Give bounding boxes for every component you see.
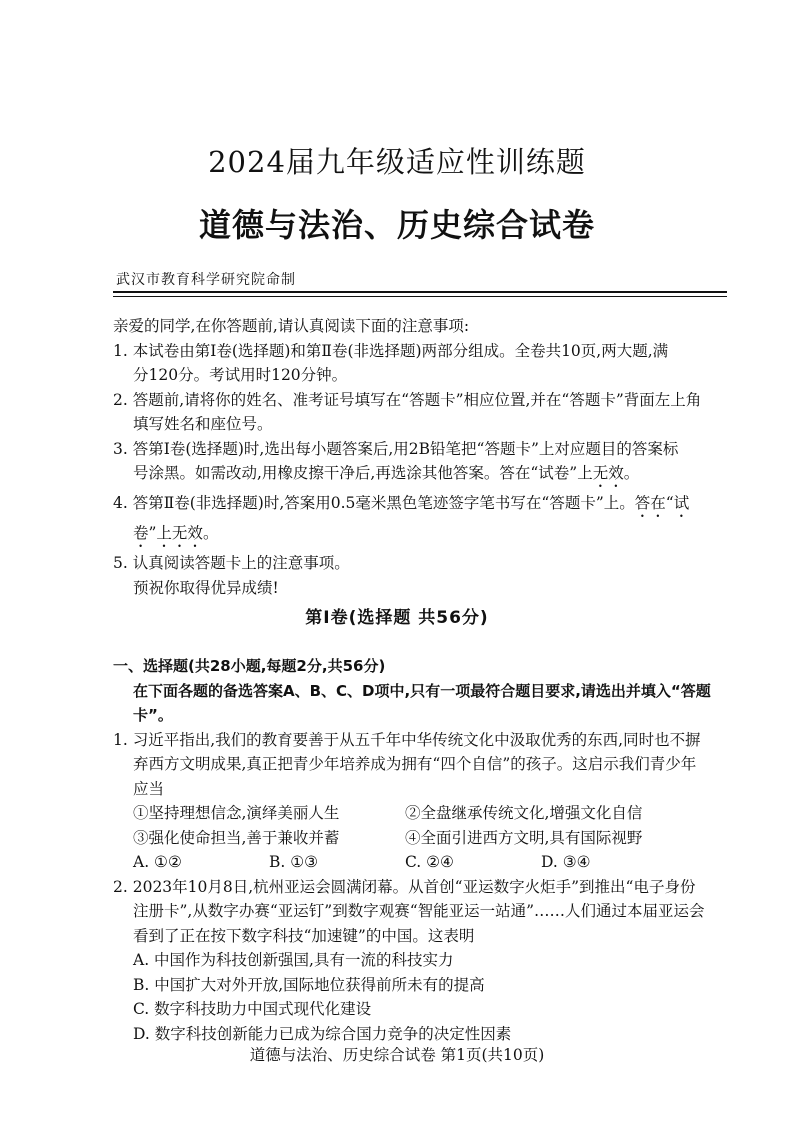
question-1 bbox=[113, 728, 733, 875]
notice-greeting: 亲爱的同学,在你答题前,请认真阅读下面的注意事项: bbox=[113, 317, 470, 335]
notice-item-3-line2 bbox=[113, 461, 728, 491]
notice-item-5: 5. 认真阅读答题卡上的注意事项。 bbox=[113, 554, 350, 572]
section-heading: 一、选择题(共28小题,每题2分,共56分) bbox=[113, 657, 386, 675]
subject-title: 道德与法治、历史综合试卷 bbox=[198, 206, 595, 244]
notice-item-2-line2: 填写姓名和座位号。 bbox=[133, 415, 273, 433]
question-1-options bbox=[113, 850, 733, 875]
option-c: C. ②④ bbox=[405, 853, 454, 871]
option-c: C. 数字科技助力中国式现代化建设 bbox=[133, 1000, 372, 1018]
notice-item-4-end: 。 bbox=[202, 524, 219, 542]
section-choice bbox=[113, 654, 733, 1046]
header-rule-thick bbox=[113, 291, 727, 293]
question-1-line2: 弃西方文明成果,真正把青少年培养成为拥有“四个自信”的孩子。这启示我们青少年 bbox=[133, 755, 697, 773]
question-1-statements-row1 bbox=[113, 801, 733, 826]
notice-item-4-text: 4. 答第Ⅱ卷(非选择题)时,答案用0.5毫米黑色笔迹签字笔书写在“答题卡”上。 bbox=[113, 494, 635, 512]
option-b: B. 中国扩大对外开放,国际地位获得前所未有的提高 bbox=[133, 975, 485, 994]
question-1-statements-row2 bbox=[113, 826, 733, 851]
emphasis-text: 答在“试 bbox=[634, 494, 690, 512]
option-a: A. ①② bbox=[133, 853, 182, 871]
statement-2: ②全盘继承传统文化,增强文化自信 bbox=[405, 804, 643, 822]
question-1-line3: 应当 bbox=[133, 779, 165, 798]
notice-item-4-line1 bbox=[113, 491, 728, 521]
notice-block bbox=[113, 314, 728, 600]
notice-item-3-end: 。 bbox=[623, 464, 640, 482]
notice-item-3-line1: 3. 答第Ⅰ卷(选择题)时,选出每小题答案后,用2B铅笔把“答题卡”上对应题目的答案标 bbox=[113, 439, 679, 458]
question-2-line2: 注册卡”,从数字办赛“亚运钉”到数字观赛“智能亚运一站通”……人们通过本届亚运会 bbox=[133, 902, 705, 920]
notice-item-3-text: 号涂黑。如需改动,用橡皮擦干净后,再选涂其他答案。答在“试卷”上 bbox=[133, 464, 593, 482]
statement-3: ③强化使命担当,善于兼收并蓄 bbox=[133, 828, 340, 847]
option-a: A. 中国作为科技创新强国,具有一流的科技实力 bbox=[133, 951, 454, 969]
exam-title: 2024届九年级适应性训练题 bbox=[208, 145, 586, 179]
question-1-line1: 1. 习近平指出,我们的教育要善于从五千年中华传统文化中汲取优秀的东西,同时也不摒 bbox=[113, 730, 701, 749]
organization: 武汉市教育科学研究院命制 bbox=[116, 272, 296, 288]
question-2-line3: 看到了正在按下数字科技“加速键”的中国。这表明 bbox=[133, 926, 475, 945]
emphasis-text: 卷”上无效 bbox=[133, 524, 203, 542]
notice-wish: 预祝你取得优异成绩! bbox=[133, 578, 279, 597]
header-rule-thin bbox=[113, 296, 727, 297]
option-d: D. 数字科技创新能力已成为综合国力竞争的决定性因素 bbox=[133, 1024, 512, 1043]
notice-item-2-line1: 2. 答题前,请将你的姓名、准考证号填写在“答题卡”相应位置,并在“答题卡”背面左上角 bbox=[113, 390, 702, 409]
statement-4: ④全面引进西方文明,具有国际视野 bbox=[405, 828, 643, 847]
option-b: B. ①③ bbox=[269, 853, 319, 871]
part-1-title: 第Ⅰ卷(选择题 共56分) bbox=[305, 608, 489, 628]
page-footer: 道德与法治、历史综合试卷 第1页(共10页) bbox=[249, 1046, 545, 1064]
option-d: D. ③④ bbox=[541, 853, 591, 871]
section-instruction: 在下面各题的备选答案A、B、C、D项中,只有一项最符合题目要求,请选出并填入“答题卡”。 bbox=[133, 681, 711, 724]
statement-1: ①坚持理想信念,演绎美丽人生 bbox=[133, 804, 340, 822]
question-2 bbox=[113, 875, 733, 1047]
notice-item-1-line1: 1. 本试卷由第Ⅰ卷(选择题)和第Ⅱ卷(非选择题)两部分组成。全卷共10页,两大题,满 bbox=[113, 341, 669, 360]
notice-item-4-line2 bbox=[113, 521, 728, 551]
notice-item-1-line2: 分120分。考试用时120分钟。 bbox=[133, 366, 348, 384]
emphasis-text: 无效 bbox=[592, 464, 624, 482]
question-2-line1: 2. 2023年10月8日,杭州亚运会圆满闭幕。从首创“亚运数字火炬手”到推出“电子身份 bbox=[113, 877, 696, 896]
